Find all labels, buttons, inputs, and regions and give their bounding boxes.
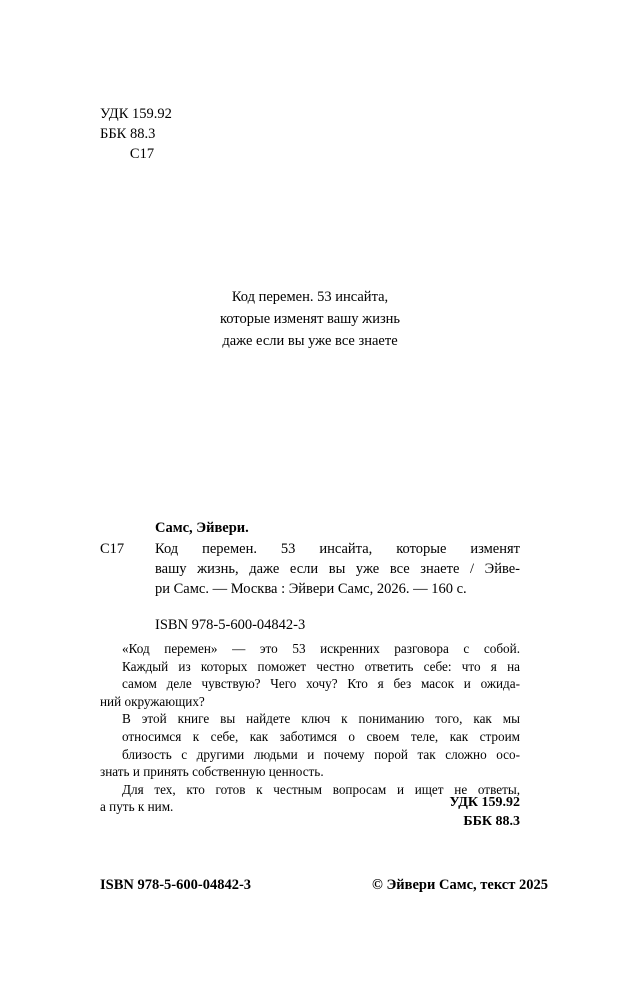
annotation-p1-line-2: Каждый из которых поможет честно ответить себе: что я на (122, 658, 520, 674)
record-description (100, 539, 520, 599)
bibliographic-record (100, 518, 520, 635)
record-description-text (155, 539, 520, 599)
bbk-code-bottom: ББК 88.3 (463, 814, 520, 829)
annotation-paragraph-1 (100, 640, 520, 710)
annotation-p1-line-1: «Код перемен» — это 53 искренних разговора с собой. (122, 641, 520, 656)
annotation-p3-line-2: а путь к ним. (100, 799, 174, 815)
record-author: Самс, Эйвери. (155, 520, 249, 536)
book-title-block (110, 286, 510, 352)
book-title-line-1: Код перемен. 53 инсайта, (231, 289, 389, 305)
book-title-line-3: даже если вы уже все знаете (222, 333, 398, 349)
annotation-p2-line-2: относимся к себе, как заботимся о своем теле, как строим (122, 728, 520, 744)
book-title-line-2: которые изменят вашу жизнь (219, 311, 401, 327)
udk-code-bottom: УДК 159.92 (449, 795, 520, 810)
annotation-p2-line-3: близость с другими людьми и почему порой так сложно осо- (122, 746, 520, 762)
page-footer (100, 877, 548, 894)
udk-code: УДК 159.92 (100, 106, 172, 122)
annotation-block (100, 640, 520, 816)
record-description-line-1: Код перемен. 53 инсайта, которые изменят (155, 541, 520, 557)
bbk-code: ББК 88.3 (100, 126, 156, 142)
record-description-line-3: ри Самс. — Москва : Эйвери Самс, 2026. — 160 с. (155, 581, 467, 597)
classification-block-bottom (330, 793, 520, 831)
record-description-line-2: вашу жизнь, даже если вы уже все знаете / Эйве- (155, 561, 520, 577)
footer-isbn: ISBN 978-5-600-04842-3 (100, 877, 252, 893)
record-isbn: ISBN 978-5-600-04842-3 (155, 617, 306, 633)
classification-block (100, 104, 230, 164)
annotation-p3-line-1: Для тех, кто готов к честным вопросам и ищет не ответы, (122, 781, 520, 797)
annotation-p1-line-4: ний окружающих? (100, 693, 205, 709)
record-sigla: С17 (100, 541, 125, 557)
annotation-p2-line-4: знать и принять собственную ценность. (100, 764, 324, 780)
annotation-p1-line-3: самом деле чувствую? Чего хочу? Кто я без масок и ожида- (122, 676, 520, 692)
footer-copyright: © Эйвери Самс, текст 2025 (372, 877, 548, 893)
author-sign: С17 (129, 146, 155, 162)
annotation-p2-line-1: В этой книге вы найдете ключ к пониманию того, как мы (122, 711, 520, 727)
annotation-paragraph-2 (100, 710, 520, 780)
